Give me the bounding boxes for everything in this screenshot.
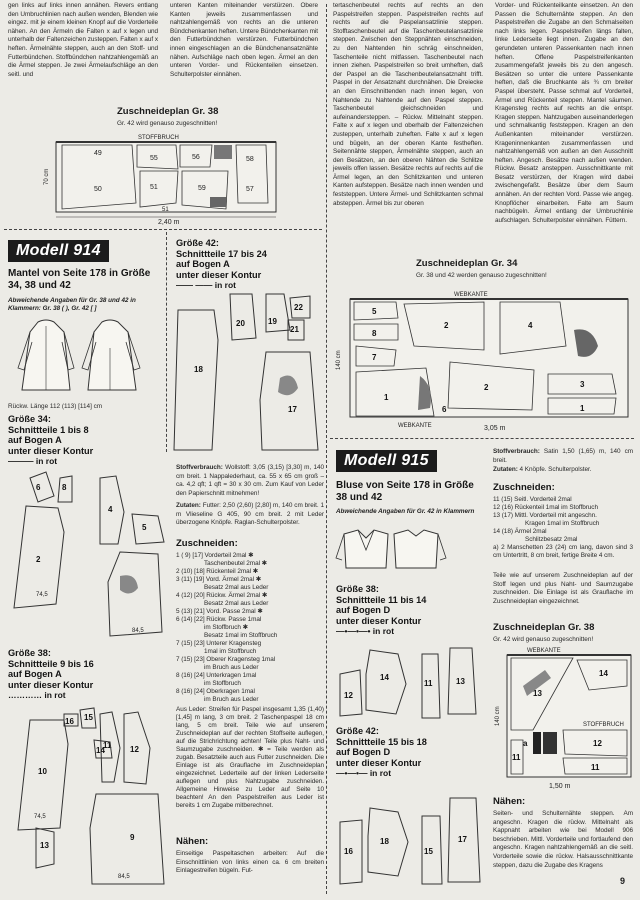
plan34-edge-bottom: WEBKANTE (398, 423, 432, 429)
size-915-38-line-1: Größe 38: (336, 584, 379, 594)
svg-text:11: 11 (591, 763, 600, 772)
cut-line: 6 (14) [22] Rückw. Passe 1mal (176, 616, 262, 623)
svg-text:12: 12 (344, 691, 353, 700)
model-914-back-length: Rückw. Länge 112 (113) [114] cm (8, 403, 103, 410)
svg-text:18: 18 (194, 365, 203, 374)
plan915-fold: STOFFBRUCH (583, 722, 624, 728)
model-914-badge-number: 914 (73, 242, 101, 259)
svg-text:14: 14 (599, 669, 608, 678)
cut-line: im Stoffbruch ✱ (204, 624, 248, 631)
cut-line: 5 (13) [21] Vord. Passe 2mal ✱ (176, 608, 263, 615)
size-34-line-3: auf Bogen A (8, 435, 62, 446)
svg-text:49: 49 (94, 150, 102, 157)
cut-line-915: 13 (17) Mittl. Vorderteil mit angeschn. (493, 512, 597, 519)
text-column-3-top: tertaschenbeutel rechts auf rechts an den Paspelstreifen steppen. Paspelstreifen rechts auf rechts auf die Paspelansatzlinie steppen. Stofftaschenbeutel auf die Taschenbeutelansatzlinie steppen. Zwischen den Steppnähten einschneiden, zu den Nahtenden hin schräg einschneiden, Taschenteile nicht mitfassen. Taschenbeutel nach innen ziehen. Paspelstreifen so breit umheften, daß der Paspel an die Taschenbeutelansatznaht trifft. Paspel in der Ansatznaht durchnähen. Die Dreiecke an den Einschnittenden nach innen legen, von Nahtende zu Nahtende auf den Paspel steppen. Taschenbeutel gleichschneiden und aufeinandersteppen. – Rückw. Mittelnaht steppen. Falte x auf x legen und oberhalb der Faltenzeichen zusteppen, unterhalb zuheften. Falte x auf x legen und bügeln, an der oberen Kante festheften. Seitennähte steppen, Ärmelnähte steppen, auch an den Besätzen, an den oberen Nähten die Schlitze jeweils offen lassen. Besätze rechts auf rechts auf die Ärmel legen, an den Schlitzkanten und unteren Kanten aufsteppen. Besätze nach innen wenden und feststeppen. Untere Ärmel- und Schlitzkanten schmal absteppen. Ärmel bis zur oberen (333, 2, 483, 207)
svg-text:10: 10 (38, 767, 47, 776)
svg-text:3: 3 (580, 380, 585, 389)
plan34-edge-top: WEBKANTE (454, 292, 488, 298)
size-42-pattern-pieces (170, 290, 325, 455)
svg-text:19: 19 (268, 317, 277, 326)
model-914-accessories-label: Zutaten: (176, 502, 201, 509)
cut-line-915: Schlitzbesatz 2mal (525, 536, 578, 543)
svg-text:58: 58 (246, 156, 254, 163)
plan915-height: 140 cm (495, 706, 501, 726)
svg-text:20: 20 (236, 319, 245, 328)
size-34-pattern-pieces (8, 472, 168, 647)
svg-text:55: 55 (150, 155, 158, 162)
svg-text:5: 5 (372, 307, 377, 316)
svg-text:14: 14 (96, 746, 105, 755)
size-34-line-5: ——— in rot (8, 456, 58, 467)
size-915-42-line-5: —•—•— in rot (336, 768, 392, 779)
cut-line: Taschenbeutel 2mal ✱ (204, 560, 267, 567)
plan38-note: Gr. 42 wird genauso zugeschnitten! (117, 120, 218, 127)
svg-text:16: 16 (65, 717, 74, 726)
model-915-material-label: Stoffverbrauch: (493, 448, 540, 455)
svg-text:11: 11 (424, 679, 433, 688)
model-915-material-text: Satin 1,50 (1,65) m, 140 cm breit. (493, 448, 633, 464)
size-38-line-4: unter dieser Kontur (8, 679, 94, 690)
model-914-title: Mantel von Seite 178 in Größe 34, 38 und 42 (8, 268, 151, 291)
model-914-material-text: Wollstoff: 3,05 (3,15) [3,30] m, 140 cm breit. 1 Nappalederhaut, ca. 55 x 65 cm groß – ca. 4,2 qft; 1 qft = 30 x 30 cm. Zum Kauf von Leder den Papierschnitt mitnehmen! (176, 464, 324, 497)
cut-line: im Stoffbruch (204, 680, 241, 687)
size-915-38-line-4: unter dieser Kontur (336, 615, 422, 626)
svg-text:13: 13 (40, 841, 49, 850)
svg-text:2: 2 (484, 383, 489, 392)
svg-text:74,5: 74,5 (34, 814, 46, 820)
size-42-line-3: auf Bogen A (176, 259, 230, 270)
model-914-badge (8, 240, 109, 262)
size-34-line-4: unter dieser Kontur (8, 445, 94, 456)
cut-line: 8 (16) [24] Oberkragen 1mal (176, 688, 255, 695)
size-42-line-5: —— —— in rot (176, 280, 236, 291)
svg-text:84,5: 84,5 (132, 628, 144, 634)
svg-text:18: 18 (380, 837, 389, 846)
size-915-38-line-3: auf Bogen D (336, 605, 391, 616)
svg-text:14: 14 (380, 673, 389, 682)
svg-text:16: 16 (344, 847, 353, 856)
size-34-line-1: Größe 34: (8, 414, 51, 424)
model-915-accessories-label: Zutaten: (493, 466, 518, 473)
model-914-cut-heading: Zuschneiden: (176, 538, 238, 549)
size-38-line-5: ………… in rot (8, 690, 66, 701)
svg-text:15: 15 (84, 713, 93, 722)
cut-line: 7 (15) [23] Oberer Kragensteg 1mal (176, 656, 276, 663)
divider-vertical-left (166, 232, 167, 452)
model-915-cut-list (493, 496, 633, 560)
cut-line: Besatz 2mal aus Leder (204, 584, 269, 591)
size-38-line-2: Schnittteile 9 bis 16 (8, 658, 94, 669)
size-915-42-line-4: unter dieser Kontur (336, 757, 422, 768)
svg-text:6: 6 (442, 405, 447, 414)
cut-line: 8 (16) [24] Unterkragen 1mal (176, 672, 257, 679)
plan915-note: Gr. 42 wird genauso zugeschnitten! (493, 636, 594, 643)
model-915-sew-heading: Nähen: (493, 796, 526, 807)
svg-text:a: a (523, 739, 528, 748)
svg-text:6: 6 (36, 483, 41, 492)
cut-line-915: 11 (15) Seitl. Vorderteil 2mal (493, 496, 572, 503)
model-914-cut-list (176, 552, 324, 704)
svg-text:8: 8 (62, 483, 67, 492)
plan34-heading: Zuschneideplan Gr. 34 (416, 258, 518, 269)
plan915-edge: WEBKANTE (527, 648, 561, 654)
divider-left-top (4, 229, 322, 230)
model-915-badge-prefix: Modell (344, 452, 397, 469)
cut-line-915: 14 (18) Ärmel 2mal (493, 528, 547, 535)
cut-line: 4 (12) [20] Rückw. Ärmel 2mal ✱ (176, 592, 268, 599)
svg-text:51: 51 (162, 207, 169, 213)
model-915-badge-number: 915 (401, 452, 429, 469)
model-915-material (493, 448, 633, 465)
cut-line: 7 (15) [23] Unterer Kragensteg (176, 640, 262, 647)
model-914-size-38 (8, 648, 158, 701)
model-914-cut-text: Aus Leder: Streifen für Paspel insgesamt 1,35 (1,40) [1,45] m lang, 3 cm breit. 2 Taschenpaspel 18 cm lang, 5 cm breit. Teile wie auf unserem Zuschneideplan auf der rechten Stoffseite auflegen, auf die Strichrichtung achten! Teile plus Naht- und Saumzugabe zuschneiden. ✱ = Teile werden als zugab. Besatzteile auch aus Futter zuschneiden. Die Einlage ist als Grauflache im Zuschneideplan eingezeichnet. Lederteile auf der linken Lederseite auflegen und plus Nahtzugabe zuschneiden. Allgemeine Hinweise zu Leder auf Seite 10 beachten! An den Paspelstreifen aus Leder ist bereits 1 cm Zugabe mitberechnet. (176, 706, 324, 809)
svg-text:2: 2 (36, 555, 41, 564)
size-34-line-2: Schnittteile 1 bis 8 (8, 424, 89, 435)
size-915-38-line-2: Schnittteile 11 bis 14 (336, 594, 427, 605)
svg-text:13: 13 (533, 689, 542, 698)
svg-text:57: 57 (246, 186, 254, 193)
svg-text:12: 12 (130, 745, 139, 754)
size-42-line-4: unter dieser Kontur (176, 269, 262, 280)
model-915-size-42 (336, 726, 486, 779)
svg-text:4: 4 (528, 321, 533, 330)
model-915-cut-heading: Zuschneiden: (493, 482, 555, 493)
size-915-42-pattern-pieces (336, 792, 486, 892)
text-column-1-top: gen links auf links innen annähen. Revers entlang den Umbruchlinien nach außen wenden, Blenden wie eingez. mit je einem kleinen Knopf auf die Vorderteile nähen. An den Ärmeln die Falten x auf x legen und unterhalb der Faltenzeichen zusteppen. Falten x auf x heften. Ärmelnähte steppen, auch an den Stoff- und Futterbündchen. Stoffbündchen nahtzahlengemäß an die Ärmel steppen. Je zwei Ärmelaufschläge an den seitl. und (8, 2, 158, 78)
model-915-badge (336, 450, 437, 472)
model-914-material (176, 464, 324, 498)
page-number: 9 (620, 876, 626, 886)
plan915-width: 1,50 m (549, 783, 571, 790)
plan38-width: 2,40 m (158, 219, 180, 226)
size-915-42-line-1: Größe 42: (336, 726, 379, 736)
fold-label: STOFFBRUCH (138, 135, 179, 141)
svg-text:5: 5 (142, 523, 147, 532)
model-914-material-label: Stoffverbrauch: (176, 464, 223, 471)
svg-text:1: 1 (384, 393, 389, 402)
plan915-heading: Zuschneideplan Gr. 38 (493, 622, 595, 633)
size-38-line-3: auf Bogen A (8, 669, 62, 680)
plan38-height: 70 cm (44, 168, 50, 185)
size-915-38-pattern-pieces (336, 644, 486, 720)
plan34-width: 3,05 m (484, 425, 506, 432)
blouse-illustration (336, 528, 446, 572)
cut-line: im Bruch aus Leder (204, 664, 259, 671)
plan38-heading: Zuschneideplan Gr. 38 (117, 106, 219, 117)
model-914-accessories (176, 502, 324, 528)
model-915-accessories (493, 466, 633, 475)
svg-text:50: 50 (94, 186, 102, 193)
divider-vertical-center (326, 4, 327, 894)
divider-right-mid (330, 438, 634, 439)
model-915-sew-text: Seiten- und Schulternähte steppen. Am angeschn. Kragen die rückw. Mittelnaht als Kappnaht arbeiten wie bei Modell 906 beschrieben. Mittl. Vorderteile und fortlaufend den angeschn. Kragen nahtzahlengemäß an die seitl. Vorderteile sowie die rückw. Halsausschnittkante steppen, dazu die Zugabe des Kragens (493, 810, 633, 869)
plan34-note: Gr. 38 und 42 werden genauso zugeschnitten! (416, 272, 547, 279)
svg-text:12: 12 (593, 739, 602, 748)
size-38-line-1: Größe 38: (8, 648, 51, 658)
size-915-42-line-2: Schnittteile 15 bis 18 (336, 736, 427, 747)
size-915-38-line-5: —•—•—• in rot (336, 626, 395, 637)
cut-line: Besatz 2mal aus Leder (204, 600, 269, 607)
size-915-42-line-3: auf Bogen D (336, 747, 391, 758)
svg-text:51: 51 (150, 184, 158, 191)
cut-line: 2 (10) [18] Rückenteil 2mal ✱ (176, 568, 259, 575)
cut-line-915: Kragen 1mal im Stoffbruch (525, 520, 600, 527)
svg-text:13: 13 (456, 677, 465, 686)
svg-text:1: 1 (580, 404, 585, 413)
svg-text:4: 4 (108, 505, 113, 514)
model-915-accessories-text: 4 Knöpfe. Schulterpolster. (519, 466, 592, 473)
model-914-subtitle: Abweichende Angaben für Gr. 38 und 42 in Klammern: Gr. 38 ( ), Gr. 42 [ ] (8, 297, 136, 312)
svg-text:21: 21 (290, 325, 299, 334)
cut-line: 1 ( 9) [17] Vorderteil 2mal ✱ (176, 552, 254, 559)
model-914-accessories-text: Futter: 2,50 (2,60) [2,80] m, 140 cm breit. 1 m Vlieseline G 405, 90 cm breit. 2 mit Leder überzogene Knöpfe. Raglan-Schulterpolster. (176, 502, 324, 527)
plan34-height: 140 cm (336, 350, 342, 370)
text-column-2-top: unteren Kanten miteinander verstürzen. Obere Kanten jeweils zusammenfassen und nahtzahlengemäß von rechts an die unteren Bündchenkanten heften. Untere Bündchenkanten mit den Futterbündchen verstürzen. Futterbündchen innen eingeschlagen an die Bündchenansatznähte nähen. Aufschläge nach oben legen. Ärmel an den unteren Vorder- und Rückenteilen einsetzen. Schulterpolster einnähen. (170, 2, 318, 78)
svg-text:17: 17 (458, 835, 467, 844)
size-42-line-2: Schnittteile 17 bis 24 (176, 248, 267, 259)
cut-line: Besatz 1mal im Stoffbruch (204, 632, 278, 639)
svg-text:59: 59 (198, 185, 206, 192)
cutting-layout-914-size-38 (40, 133, 280, 226)
model-914-badge-prefix: Modell (16, 242, 69, 259)
svg-text:2: 2 (444, 321, 449, 330)
cut-line: 3 (11) [19] Vord. Ärmel 2mal ✱ (176, 576, 262, 583)
svg-text:11: 11 (103, 741, 112, 750)
cut-line: im Bruch aus Leder (204, 696, 259, 703)
model-915-cut-text: Teile wie auf unserem Zuschneideplan auf der Stoff legen und plus Naht- und Saumzugabe zuschneiden. Die Einlage ist als Grauflache im Zuschneideplan eingezeichnet. (493, 572, 633, 605)
model-914-size-42 (176, 238, 324, 291)
svg-text:17: 17 (288, 405, 297, 414)
model-915-size-38 (336, 584, 486, 637)
cut-line: 1mal im Stoffbruch (204, 648, 257, 655)
cut-line-915: a) 2 Manschetten 23 (24) cm lang, davon sind 3 cm Untertritt, 8 cm breit, fertige Breite 4 cm. (493, 544, 633, 559)
cutting-layout-915-size-38 (493, 646, 633, 790)
model-914-sew-text: Einseitige Paspeltaschen arbeiten: Auf die Einschnittlinien von links einen ca. 6 cm breiten Einlagestreifen bügeln. Fut- (176, 850, 324, 875)
svg-text:7: 7 (372, 353, 377, 362)
size-38-pattern-pieces (8, 708, 168, 893)
model-914-size-34 (8, 414, 158, 467)
coat-illustration (18, 318, 148, 396)
svg-text:15: 15 (424, 847, 433, 856)
model-915-subtitle: Abweichende Angaben für Gr. 42 in Klammern (336, 508, 475, 515)
svg-text:74,5: 74,5 (36, 592, 48, 598)
svg-text:11: 11 (512, 753, 521, 762)
size-42-line-1: Größe 42: (176, 238, 219, 248)
svg-text:56: 56 (192, 154, 200, 161)
svg-text:22: 22 (294, 303, 303, 312)
text-column-4-top: Vorder- und Rückenteilkante einsetzen. An den Passen die Schulternähte steppen. An den Paspelstreifen die Zugabe an den Schmalseiten nach links legen. Paspelstreifen längs falten, linke Lederseite liegt innen. Zugabe an den gerundeten unteren Passenkanten nach innen heften. Offene Paspelstreifenkanten zusammengefaßt jeweils bis zu den angesch. Besätzen so unter die untere Passenkante heften, daß die Bruchkante als ¾ cm breiter Paspel übersteht. Passe schmal auf Vorderteil, Ärmel und Rückenteil steppen. Mantel säumen. Kragensteg rechts auf rechts an die entspr. Kragen steppen. Nahtzugaben auseinanderlegen und schmalkantig feststeppen. Kragen an den Außenkanten miteinander verstürzen. Krageninnenkanten zusammenfassen und nahtzahlengemäß von außen an den Ausschnitt heften. Angesch. Besätze nach außen wenden. Rückw. Besatz ansteppen. Ausschnittkante mit Besatz verstürzen, der Kragen wird dabei zwischengefaßt. Besätze über dem Saum annähen. An der rechten Vord. Passe wie angeg. Knopflöcher einarbeiten. Falte am Saum nachbügeln. Ärmel entlang der Umbruchlinie aufschlagen. Schulterpolster einnähen. Füttern. (495, 2, 633, 224)
svg-text:9: 9 (130, 833, 135, 842)
model-915-title: Bluse von Seite 178 in Größe 38 und 42 (336, 480, 474, 503)
svg-text:84,5: 84,5 (118, 874, 130, 880)
cut-line-915: 12 (16) Rückenteil 1mal im Stoffbruch (493, 504, 598, 511)
svg-text:8: 8 (372, 329, 377, 338)
cutting-layout-914-size-34 (334, 290, 632, 430)
model-914-sew-heading: Nähen: (176, 836, 209, 847)
